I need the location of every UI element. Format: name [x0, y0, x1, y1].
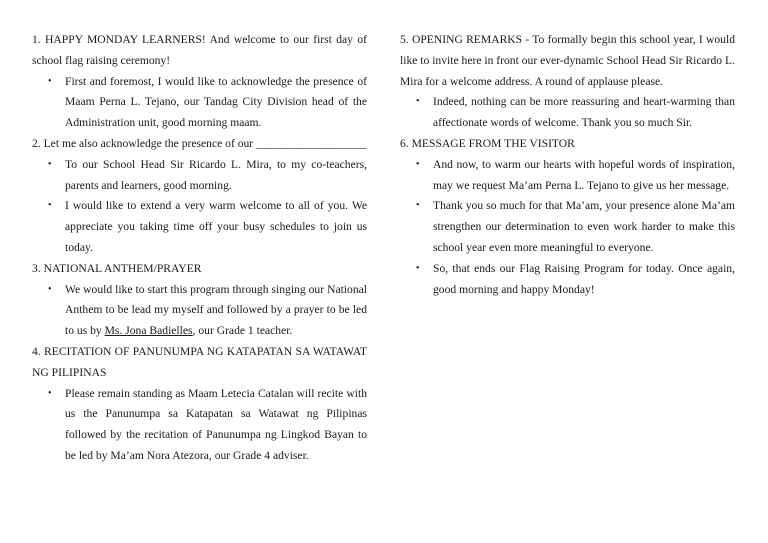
section-national-anthem	[32, 259, 367, 342]
bullet-list	[32, 155, 367, 259]
list-item	[416, 92, 735, 134]
list-item-text: I would like to extend a very warm welcome to all of you. We appreciate you taking time off your busy schedules to join us today.	[65, 199, 367, 254]
section-recitation	[32, 342, 367, 467]
bullet-icon: •	[48, 200, 52, 212]
section-heading-recitation: 4. RECITATION OF PANUNUMPA NG KATAPATAN SA WATAWAT NG PILIPINAS	[32, 344, 367, 379]
section-heading-visitor-message: 6. MESSAGE FROM THE VISITOR	[400, 136, 575, 150]
section-heading-national-anthem: 3. NATIONAL ANTHEM/PRAYER	[32, 261, 202, 275]
section-heading-opening-remarks: 5. OPENING REMARKS - To formally begin this school year, I would like to invite here in front our ever-dynamic School Head Sir Ricardo L. Mira for a welcome address. A round of applause please.	[400, 33, 735, 88]
list-item	[416, 196, 735, 258]
section-acknowledgement	[32, 134, 367, 259]
bullet-icon: •	[416, 262, 420, 274]
left-column	[32, 30, 367, 467]
list-item	[48, 196, 367, 258]
list-item	[48, 384, 367, 467]
list-item	[48, 72, 367, 134]
bullet-list	[400, 155, 735, 301]
list-item	[48, 155, 367, 197]
bullet-list	[32, 72, 367, 134]
bullet-icon: •	[48, 75, 52, 87]
list-item-text: And now, to warm our hearts with hopeful words of inspiration, may we request Ma’am Perna L. Tejano to give us her message.	[433, 157, 735, 192]
list-item-text: Please remain standing as Maam Letecia Catalan will recite with us the Panunumpa sa Katapatan sa Watawat ng Pilipinas followed by the recitation of Panunumpa ng Lingkod Bayan to be led by Ma’am Nora Atezora, our Grade 4 adviser.	[65, 386, 367, 462]
bullet-icon: •	[416, 96, 420, 108]
bullet-icon: •	[48, 158, 52, 170]
bullet-list	[32, 384, 367, 467]
list-item-text: We would like to start this program through singing our National Anthem to be lead my myself and followed by a prayer to be led to us by	[65, 282, 367, 338]
list-item	[416, 155, 735, 197]
section-visitor-message	[400, 134, 735, 300]
bullet-icon: •	[416, 200, 420, 212]
right-column	[400, 30, 735, 300]
list-item	[48, 280, 367, 342]
bullet-icon: •	[416, 158, 420, 170]
list-item-text-end: , our Grade 1 teacher.	[192, 324, 293, 338]
section-opening-remarks	[400, 30, 735, 134]
list-item-text: Indeed, nothing can be more reassuring and heart-warming than affectionate words of welcome. Thank you so much Sir.	[433, 95, 735, 130]
section-greeting	[32, 30, 367, 134]
bullet-icon: •	[48, 387, 52, 399]
bullet-list	[32, 280, 367, 342]
list-item-text: So, that ends our Flag Raising Program for today. Once again, good morning and happy Monday!	[433, 261, 735, 296]
list-item-text: Thank you so much for that Ma’am, your presence alone Ma’am strengthen our determination to even work harder to make this school year even more meaningful to everyone.	[433, 199, 735, 254]
bullet-icon: •	[48, 283, 52, 295]
teacher-name: Ms. Jona Badielles	[104, 324, 193, 338]
list-item	[416, 259, 735, 301]
bullet-list	[400, 92, 735, 134]
section-heading-acknowledgement: 2. Let me also acknowledge the presence of our ___________________	[32, 136, 367, 150]
list-item-text: To our School Head Sir Ricardo L. Mira, to my co-teachers, parents and learners, good morning.	[65, 157, 367, 192]
list-item-text: First and foremost, I would like to acknowledge the presence of Maam Perna L. Tejano, our Tandag City Division head of the Administration unit, good morning maam.	[65, 74, 367, 130]
section-heading-greeting: 1. HAPPY MONDAY LEARNERS! And welcome to our first day of school flag raising ceremony!	[32, 33, 367, 67]
